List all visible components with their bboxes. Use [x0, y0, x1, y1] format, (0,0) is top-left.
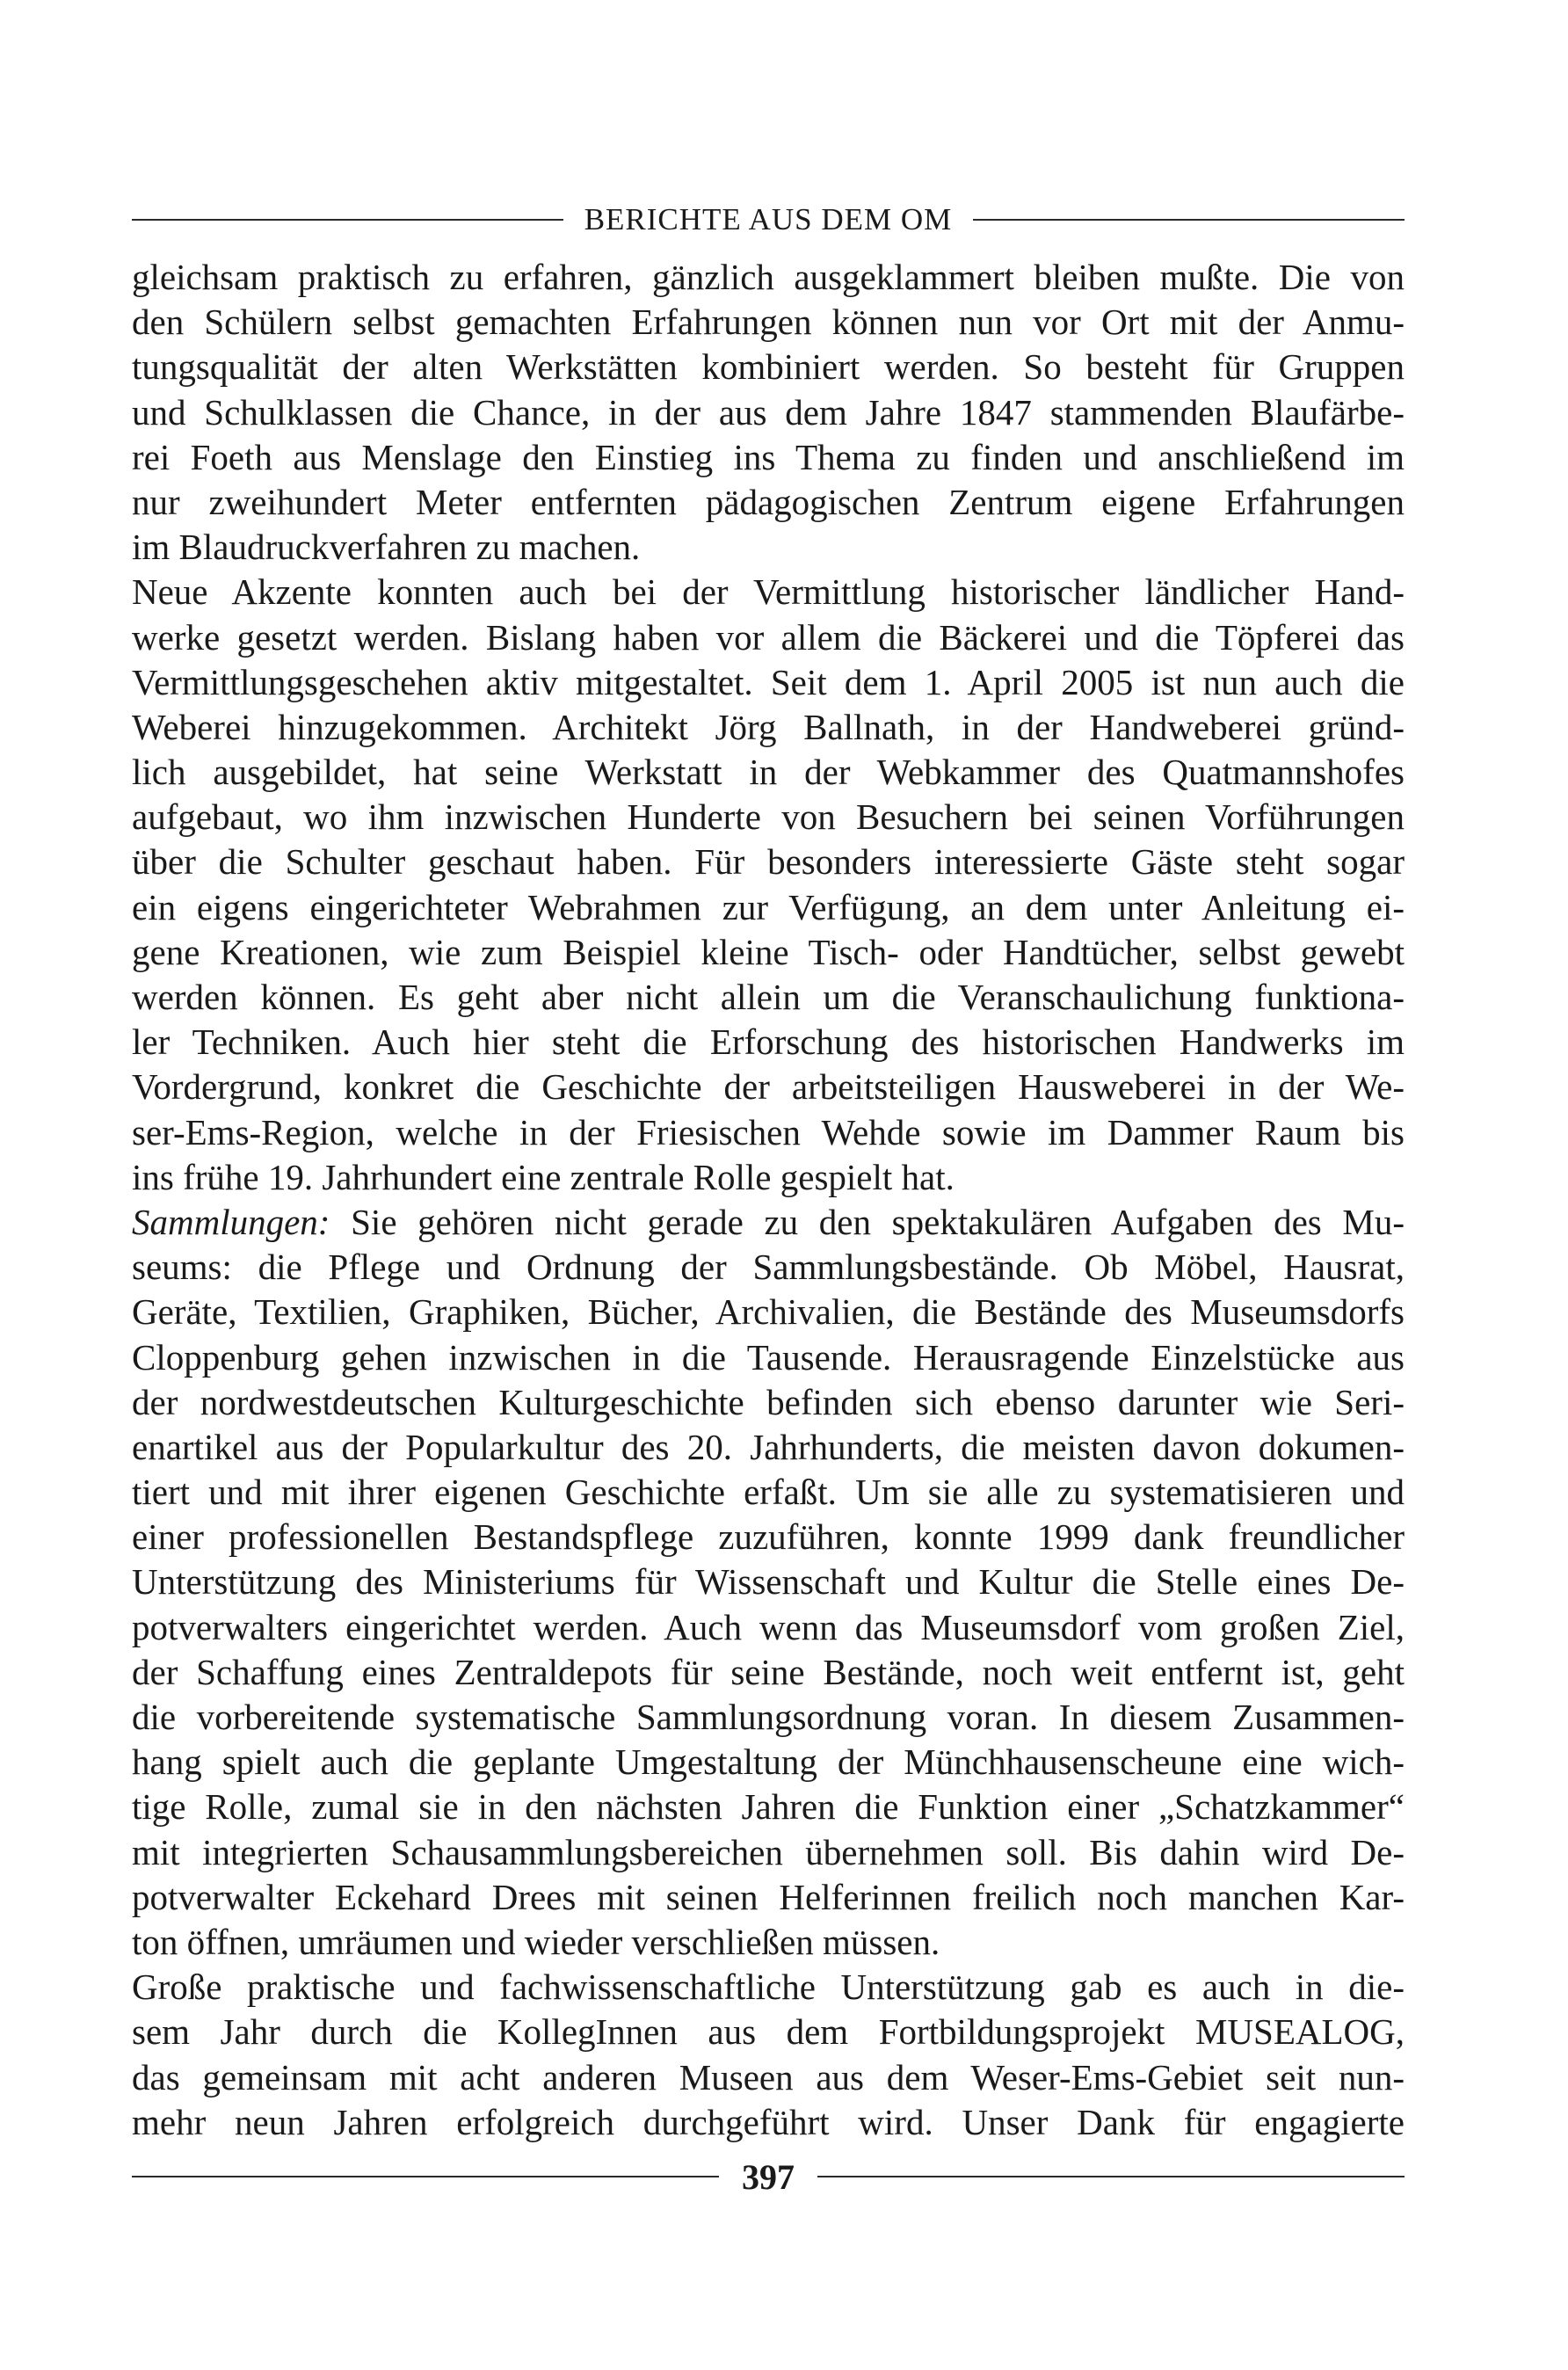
- text-line: [132, 2100, 1405, 2145]
- line-text: tige Rolle, zumal sie in den nächsten Jahren die Funktion einer „Schatzkammer“: [132, 1786, 1405, 1828]
- line-text: potverwalters eingerichtet werden. Auch wenn das Museumsdorf vom großen Ziel,: [132, 1606, 1405, 1647]
- text-line: [132, 1020, 1405, 1065]
- line-text: Sie gehören nicht gerade zu den spektakulären Aufgaben des Mu-: [330, 1201, 1405, 1242]
- text-line: [132, 2055, 1405, 2100]
- body-text: [132, 255, 1405, 2145]
- text-line: [132, 1650, 1405, 1695]
- running-footer: [132, 2150, 1405, 2203]
- line-text: mit integrierten Schausammlungsbereichen übernehmen soll. Bis dahin wird De-: [132, 1831, 1405, 1872]
- line-text: rei Foeth aus Menslage den Einstieg ins Thema zu finden und anschließend im: [132, 436, 1405, 477]
- text-line: [132, 615, 1405, 660]
- line-text: Neue Akzente konnten auch bei der Vermittlung historischer ländlicher Hand-: [132, 571, 1405, 613]
- line-text: werden können. Es geht aber nicht allein um die Veranschaulichung funktiona-: [132, 977, 1405, 1017]
- line-text: ins frühe 19. Jahrhundert eine zentrale Rolle gespielt hat.: [132, 1156, 955, 1197]
- line-text: gleichsam praktisch zu erfahren, gänzlich ausgeklammert bleiben mußte. Die von: [132, 257, 1405, 297]
- line-text: Große praktische und fachwissenschaftliche Unterstützung gab es auch in die-: [132, 1967, 1405, 2008]
- line-text: Cloppenburg gehen inzwischen in die Tausende. Herausragende Einzelstücke aus: [132, 1336, 1405, 1378]
- text-line: [132, 345, 1405, 389]
- text-line: [132, 435, 1405, 480]
- line-text: und Schulklassen die Chance, in der aus dem Jahre 1847 stammenden Blaufärbe-: [132, 391, 1405, 433]
- text-line: [132, 1830, 1405, 1875]
- text-line: [132, 1065, 1405, 1109]
- header-rule-left: [132, 219, 563, 221]
- line-text: gene Kreationen, wie zum Beispiel kleine Tisch- oder Handtücher, selbst gewebt: [132, 931, 1405, 972]
- line-text: potverwalter Eckehard Drees mit seinen Helferinnen freilich noch manchen Kar-: [132, 1876, 1405, 1917]
- text-line: [132, 255, 1405, 300]
- text-line: [132, 660, 1405, 705]
- line-text: mehr neun Jahren erfolgreich durchgeführt wird. Unser Dank für engagierte: [132, 2101, 1405, 2142]
- line-text: der Schaffung eines Zentraldepots für seine Bestände, noch weit entfernt ist, geht: [132, 1651, 1405, 1692]
- footer-rule-right: [817, 2176, 1405, 2177]
- line-text: ler Techniken. Auch hier steht die Erforschung des historischen Handwerks im: [132, 1021, 1405, 1063]
- text-line: [132, 705, 1405, 750]
- text-line: [132, 1155, 1405, 1200]
- text-line: [132, 1290, 1405, 1334]
- line-text: Weberei hinzugekommen. Architekt Jörg Ballnath, in der Handweberei gründ-: [132, 706, 1405, 747]
- text-line: [132, 570, 1405, 614]
- text-line: [132, 1515, 1405, 1559]
- line-text: seums: die Pflege und Ordnung der Sammlungsbestände. Ob Möbel, Hausrat,: [132, 1247, 1405, 1288]
- line-text: über die Schulter geschaut haben. Für besonders interessierte Gäste steht sogar: [132, 841, 1405, 883]
- line-text: tiert und mit ihrer eigenen Geschichte erfaßt. Um sie alle zu systematisieren und: [132, 1472, 1405, 1513]
- line-text: enartikel aus der Popularkultur des 20. Jahrhunderts, die meisten davon dokumen-: [132, 1426, 1405, 1467]
- text-line: [132, 885, 1405, 930]
- line-text: Vordergrund, konkret die Geschichte der arbeitsteiligen Hausweberei in der We-: [132, 1066, 1405, 1108]
- text-line: [132, 1245, 1405, 1290]
- text-line: [132, 1559, 1405, 1604]
- text-line: [132, 525, 1405, 570]
- line-text: den Schülern selbst gemachten Erfahrungen können nun vor Ort mit der Anmu-: [132, 302, 1405, 343]
- running-header: [132, 195, 1405, 244]
- text-line: [132, 1425, 1405, 1470]
- line-text: aufgebaut, wo ihm inzwischen Hunderte von Besuchern bei seinen Vorführungen: [132, 796, 1405, 838]
- header-rule-right: [973, 219, 1405, 221]
- text-line: [132, 1785, 1405, 1829]
- text-line: [132, 1920, 1405, 1965]
- line-text: der nordwestdeutschen Kulturgeschichte befinden sich ebenso darunter wie Seri-: [132, 1381, 1405, 1422]
- text-line: [132, 750, 1405, 795]
- text-line: [132, 975, 1405, 1020]
- line-text: Unterstützung des Ministeriums für Wissenschaft und Kultur die Stelle eines De-: [132, 1561, 1405, 1603]
- text-line: [132, 1965, 1405, 2010]
- text-line: [132, 1380, 1405, 1425]
- text-line: [132, 1605, 1405, 1650]
- text-line: [132, 1740, 1405, 1785]
- line-text: hang spielt auch die geplante Umgestaltung der Münchhausenscheune eine wich-: [132, 1741, 1405, 1783]
- line-text: sem Jahr durch die KollegInnen aus dem Fortbildungsprojekt MUSEALOG,: [132, 2011, 1405, 2053]
- text-line: [132, 1695, 1405, 1740]
- text-line: [132, 480, 1405, 525]
- section-heading: Sammlungen:: [132, 1201, 330, 1242]
- text-line: [132, 1200, 1405, 1245]
- line-text: Geräte, Textilien, Graphiken, Bücher, Archivalien, die Bestände des Museumsdorfs: [132, 1291, 1405, 1333]
- text-line: [132, 840, 1405, 884]
- running-title: BERICHTE AUS DEM OM: [584, 202, 953, 236]
- line-text: einer professionellen Bestandspflege zuzuführen, konnte 1999 dank freundlicher: [132, 1516, 1405, 1558]
- text-line: [132, 1470, 1405, 1515]
- line-text: das gemeinsam mit acht anderen Museen aus dem Weser-Ems-Gebiet seit nun-: [132, 2056, 1405, 2097]
- text-line: [132, 1335, 1405, 1380]
- line-text: ton öffnen, umräumen und wieder verschließen müssen.: [132, 1921, 940, 1962]
- text-line: [132, 1110, 1405, 1155]
- text-line: [132, 795, 1405, 840]
- line-text: ein eigens eingerichteter Webrahmen zur Verfügung, an dem unter Anleitung ei-: [132, 886, 1405, 927]
- text-line: [132, 1875, 1405, 1920]
- footer-rule-left: [132, 2176, 719, 2177]
- line-text: ser-Ems-Region, welche in der Friesischen Wehde sowie im Dammer Raum bis: [132, 1111, 1405, 1152]
- text-line: [132, 930, 1405, 975]
- line-text: lich ausgebildet, hat seine Werkstatt in der Webkammer des Quatmannshofes: [132, 752, 1405, 793]
- line-text: tungsqualität der alten Werkstätten kombiniert werden. So besteht für Gruppen: [132, 346, 1405, 388]
- line-text: im Blaudruckverfahren zu machen.: [132, 527, 641, 568]
- line-text: Vermittlungsgeschehen aktiv mitgestaltet. Seit dem 1. April 2005 ist nun auch die: [132, 661, 1405, 702]
- text-line: [132, 390, 1405, 435]
- line-text: die vorbereitende systematische Sammlungsordnung voran. In diesem Zusammen-: [132, 1697, 1405, 1737]
- page-number: 397: [742, 2156, 795, 2197]
- text-line: [132, 300, 1405, 345]
- line-text: nur zweihundert Meter entfernten pädagogischen Zentrum eigene Erfahrungen: [132, 481, 1405, 522]
- line-text: werke gesetzt werden. Bislang haben vor allem die Bäckerei und die Töpferei das: [132, 616, 1405, 658]
- text-line: [132, 2010, 1405, 2054]
